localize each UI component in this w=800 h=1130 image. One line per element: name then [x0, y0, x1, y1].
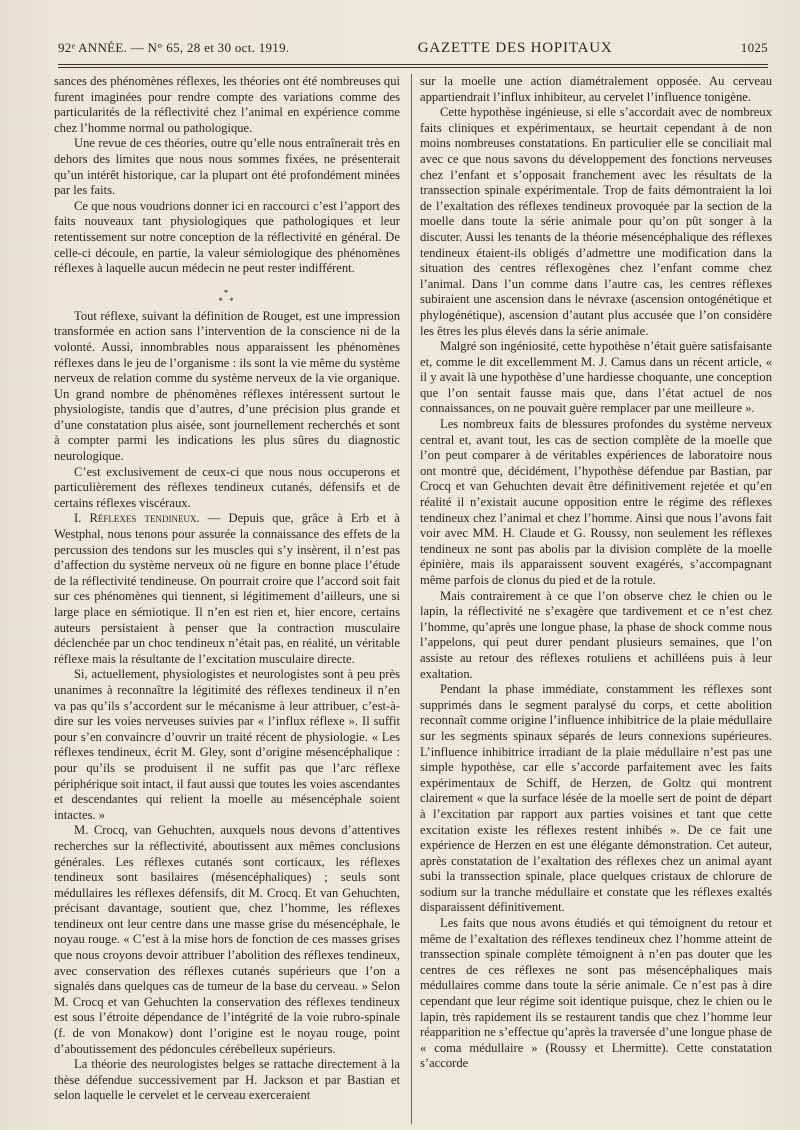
paragraph: Mais contrairement à ce que l’on observe chez le chien ou le lapin, la réflectivité ne s’exagère que tardivement et ce n’est chez l’homme, qu’après une longue phase, la phase de shock comme nous l’appelons, qui peut durer pendant plusieurs semaines, que l’on assiste au retour des réflexes rotuliens et achilléens puis à leur exaltation.: [420, 588, 772, 681]
separator-stars: * *: [218, 295, 236, 306]
paragraph: Pendant la phase immédiate, constamment les réflexes sont supprimés dans le segment paralysé du corps, et cette abolition reconnaît comme origine l’influence inhibitrice de la plaie médullaire sur les segments spinaux séparés de leurs connexions supérieures. L’influence inhibitrice irradiant de la plaie médullaire n’est pas une simple hypothèse, car elle s’accorde parfaitement avec les faits expérimentaux de Schiff, de Herzen, de Goltz qui montrent clairement « que la surface lésée de la moelle sert de point de départ à l’excitation par rapport aux parties voisines et tant que cette excitation existe les réflexes restent inhibés ». De ce fait une expérience de Herzen en est une élégante démonstration. Cet auteur, après constatation de l’exaltation des réflexes chez un animal ayant subi la transsection spinale, place quelques cristaux de chlorure de sodium sur la tranche médullaire et constate que les réflexes exaltés disparaissent définitivement.: [420, 682, 772, 915]
journal-title: GAZETTE DES HOPITAUX: [417, 40, 613, 56]
column-divider: [411, 74, 412, 1124]
paragraph: Une revue de ces théories, outre qu’elle nous entraînerait très en dehors des limites que nous nous sommes fixées, ne présenterait qu’un intérêt historique, car la plupart ont été profondément minées par les faits.: [54, 136, 400, 198]
paragraph: sances des phénomènes réflexes, les théories ont été nombreuses qui furent imaginées pour rendre compte des variations comme des particularités de la réflectivité chez l’animal en expérience comme chez l’homme normal ou pathologique.: [54, 74, 400, 135]
paragraph: Les faits que nous avons étudiés et qui témoignent du retour et même de l’exaltation des réflexes tendineux chez l’homme atteint de transsection spinale complète témoignent à n’en pas douter que les centres de ces réflexes ne sont pas mésencéphaliques mais médullaires comme dans toute la série animale. Ce n’est pas à dire cependant que leur régime soit identique puisque, chez le chien ou le lapin, très rapidement ils se restaurent tandis que chez l’homme leur réapparition ne s’effectue qu’après la traversée d’une longue phase de « coma médullaire » (Roussy et Lhermitte). Cette constatation s’accorde: [420, 916, 772, 1071]
paragraph: Cette hypothèse ingénieuse, si elle s’accordait avec de nombreux faits cliniques et expérimentaux, se heurtait cependant à de non moins nombreuses constatations. En particulier elle se conciliait mal avec ce que nous savons du développement des fonctions nerveuses chez l’enfant et s’opposait franchement avec les résultats de la transsection spinale expérimentale. Trop de faits démontraient la loi de l’exaltation des réflexes tendineux provoquée par la section de la moelle dans toute la série animale pour qu’on pût songer à la discuter. Aussi les tenants de la théorie mésencéphalique des réflexes tendineux étaient-ils obligés d’admettre une modification dans la situation des centres réflexogènes chez l’enfant comme chez l’animal. Dans l’un comme dans l’autre cas, les centres réflexes subiraient une ascension dans le névraxe (ascension ontogénétique et phylogénétique), ascension d’autant plus accusée que l’on considère les êtres les plus élevés dans la série animale.: [420, 105, 772, 338]
page-number: 1025: [740, 40, 768, 55]
right-column: [420, 74, 772, 1072]
paragraph: C’est exclusivement de ceux-ci que nous nous occuperons et particulièrement des réflexes tendineux cutanés, défensifs et de certains réflexes viscéraux.: [54, 464, 400, 510]
paragraph: M. Crocq, van Gehuchten, auxquels nous devons d’attentives recherches sur la réflectivité, aboutissent aux mêmes conclusions générales. Les réflexes cutanés sont corticaux, les réflexes tendineux sont basilaires (mésencéphaliques) ; seuls sont médullaires les réflexes défensifs, dit M. Crocq. Et van Gehuchten, précisant davantage, soutient que, chez l’homme, les réflexes tendineux ont leur centre dans une masse grise du mésencéphale, le noyau rouge. « C’est à la mise hors de fonction de ces masses grises que nous croyons devoir attribuer l’abolition des réflexes tendineux, avec conservation des réflexes cutanés supérieurs que l’on a signalés dans quelques cas de tumeur de la base du cerveau. » Selon M. Crocq et van Gehuchten la conservation des réflexes tendineux est sous l’étroite dépendance de l’intégrité de la voie rubro-spinale (f. de von Monakow) dont l’origine est le noyau rouge, point d’aboutissement des pédoncules cérébelleux supérieurs.: [54, 823, 400, 1056]
paragraph: Malgré son ingéniosité, cette hypothèse n’était guère satisfaisante et, comme le dit excellemment M. J. Camus dans un récent article, « il y avait là une hypothèse d’une hardiesse choquante, une conception que l’on sentait fausse mais que, dans l’état actuel de nos connaissances, on ne pouvait guère remplacer par une meilleure ».: [420, 339, 772, 416]
section-heading: I. Réflexes tendineux.: [74, 511, 200, 526]
paragraph-text: — Depuis que, grâce à Erb et à Westphal, nous tenons pour assurée la connaissance des effets de la percussion des tendons sur les muscles qui s’y insèrent, il n’est pas d’affection du système nerveux où ne figure en bonne place l’étude de la réflectivité tendineuse. On pourrait croire que l’accord soit fait sur ces phénomènes qui tiennent, si légitimement d’ailleurs, une si large place en sémiotique. Il n’en est rien et, hier encore, certains auteurs persistaient à penser que la contraction musculaire déclenchée par un choc tendineux n’était pas, en réalité, un véritable réflexe mais la résultante de l’excitation musculaire directe.: [54, 511, 400, 666]
left-column: [54, 74, 400, 1104]
header-rule: [58, 64, 768, 65]
paragraph: Tout réflexe, suivant la définition de Rouget, est une impression transformée en action sans l’intervention de la conscience ni de la volonté. Aussi, innombrables nous apparaissent les phénomènes réflexes dans le jeu de l’organisme : ils sont la vie même du système nerveux de relation comme du système nerveux de la vie organique. Un grand nombre de phénomènes réflexes intéressent surtout le physiologiste, tandis que d’autres, d’une précision plus grande et d’une constatation plus aisée, sont journellement recherchés et sont à compter parmi les indications les plus sûres du diagnostic neurologique.: [54, 308, 400, 464]
paragraph: Les nombreux faits de blessures profondes du système nerveux central et, avant tout, les cas de section complète de la moelle que l’on peut comparer à de véritables expériences de laboratoire nous ont montré que, décidément, l’hypothèse défendue par Bastian, par Crocq et van Gehuchten devait être définitivement rejetée et qu’en réalité il n’existait aucune opposition entre le régime des réflexes tendineux chez l’animal et chez l’homme. Ainsi que nous l’avons fait voir avec MM. H. Claude et G. Roussy, non seulement les réflexes tendineux ne sont pas abolis par la division complète de la moelle épinière, mais ils apparaissent souvent exagérés, s’accompagnant même parfois de clonus du pied et de la rotule.: [420, 417, 772, 587]
paragraph: Ce que nous voudrions donner ici en raccourci c’est l’apport des faits nouveaux tant physiologiques que pathologiques et leur retentissement sur notre conception de la réflectivité en général. De celle-ci découle, en partie, la valeur sémiologique des phénomènes réflexes à laquelle aucun médecin ne peut rester indifférent.: [54, 198, 400, 276]
paragraph: sur la moelle une action diamétralement opposée. Au cerveau appartiendrait l’influx inhibiteur, au cervelet l’influence tonigène.: [420, 74, 772, 104]
paragraph: La théorie des neurologistes belges se rattache directement à la thèse défendue successivement par H. Jackson et par Bastian et selon laquelle le cervelet et le cerveau exerceraient: [54, 1057, 400, 1103]
paragraph: Si, actuellement, physiologistes et neurologistes sont à peu près unanimes à reconnaître la légitimité des réflexes tendineux il n’en va pas qu’ils s’accordent sur le mécanisme à leur attribuer, c’est-à-dire sur les voies nerveuses suivies par « l’influx réflexe ». Il suffit pour s’en convaincre d’ouvrir un traité récent de physiologie. « Les réflexes tendineux, écrit M. Gley, sont d’origine mésencéphalique : pour qu’ils se produisent il ne suffit pas que l’arc réflexe périphérique soit intact, il faut aussi que toutes les voies ascendantes et descendantes qui relient la moelle au mésencéphale soient intactes. »: [54, 667, 400, 822]
header-rule-thin: [58, 67, 768, 68]
section-separator: [54, 289, 400, 305]
page-header: [58, 40, 768, 64]
section-paragraph: [54, 511, 400, 667]
separator-star: *: [223, 287, 231, 298]
issue-line: 92ᵉ ANNÉE. — N° 65, 28 et 30 oct. 1919.: [58, 40, 290, 55]
